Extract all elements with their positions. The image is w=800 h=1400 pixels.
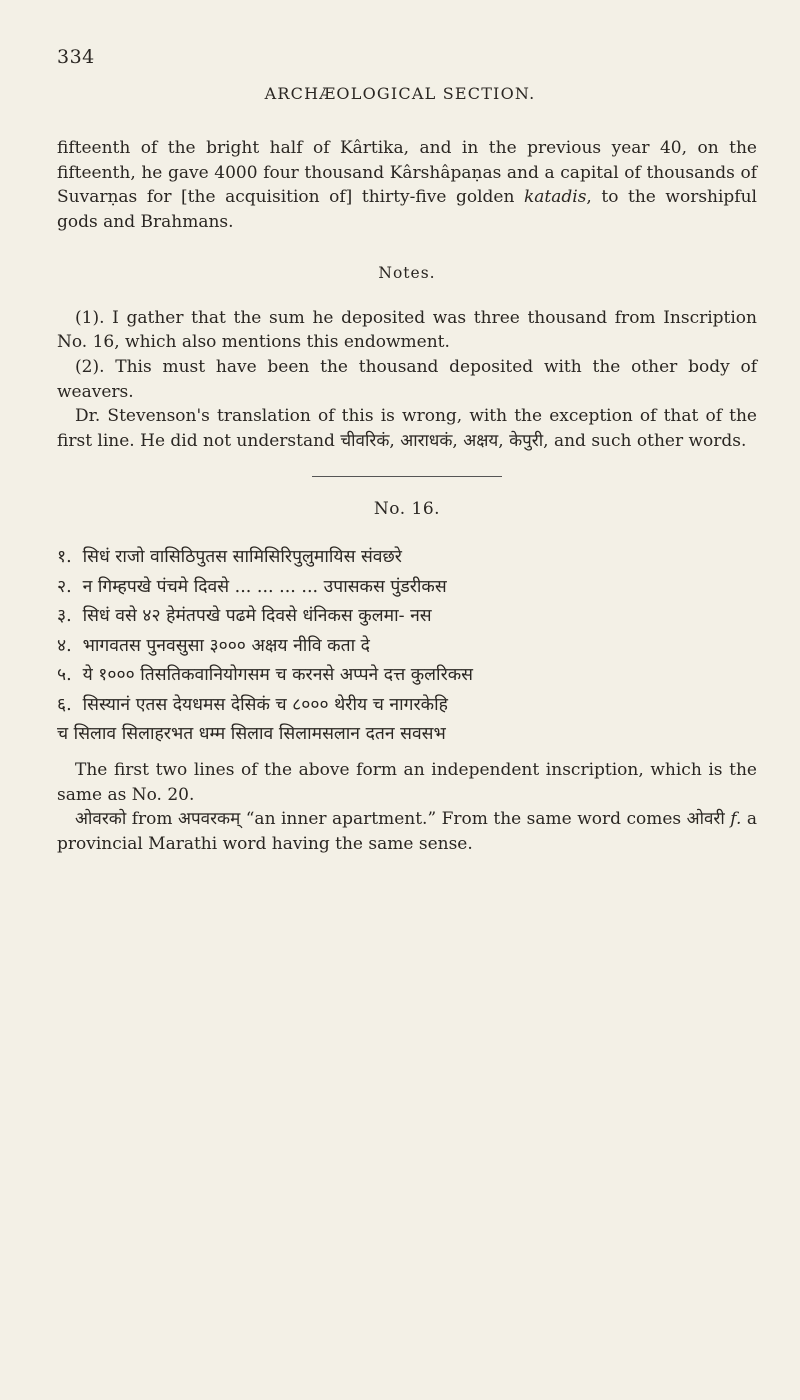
inscription-line bbox=[57, 543, 757, 573]
note-2: (2). This must have been the thousand deposited with the other body of weavers. bbox=[57, 356, 757, 402]
commentary-text: from bbox=[126, 809, 178, 830]
line-number: ३. bbox=[57, 606, 72, 627]
line-number: ६. bbox=[57, 694, 72, 715]
inscription-line bbox=[57, 602, 757, 632]
line-text: सिधं राजो वासिठिपुतस सामिसिरिपुलुमायिस संवछरे bbox=[82, 547, 402, 568]
line-text: भागवतस पुनवसुसा ३००० अक्षय नीवि कता दे bbox=[82, 635, 370, 656]
line-text: सिधं वसे ४२ हेमंतपखे पढमे दिवसे धंनिकस कुलमा- नस bbox=[82, 606, 432, 627]
notes-heading: Notes. bbox=[378, 263, 436, 282]
commentary-1: The first two lines of the above form an independent inscription, which is the same as No. 20. bbox=[57, 759, 757, 805]
gender-marker: f. bbox=[724, 809, 742, 830]
intro-term: katadis bbox=[523, 187, 587, 208]
line-text: न गिम्हपखे पंचमे दिवसे ... ... ... ... उपासकस पुंडरीकस bbox=[82, 576, 447, 597]
inscription-heading: No. 16. bbox=[373, 498, 441, 519]
section-divider bbox=[312, 476, 502, 477]
page-body bbox=[57, 136, 757, 857]
inscription-line bbox=[57, 720, 757, 750]
dev-word-2: ओवरी bbox=[686, 809, 725, 830]
line-number: ५. bbox=[57, 665, 72, 686]
commentary-2 bbox=[57, 807, 757, 856]
inscription-line bbox=[57, 632, 757, 662]
note-1: (1). I gather that the sum he deposited was three thousand from Inscription No. 16, which also mentions this endowment. bbox=[57, 307, 757, 353]
dev-word: ओवरको bbox=[75, 809, 127, 830]
intro-paragraph bbox=[57, 136, 757, 235]
commentary-text: “an inner apartment.” From the same word comes bbox=[240, 809, 687, 830]
line-text: सिस्यानं एतस देयधमस देसिकं च ८००० थेरीय च नागरकेहि bbox=[82, 694, 448, 715]
intro-text: fifteenth of the bright half of Kârtika, and in the previous year 40, on the fifteenth, he gave 4000 four thousand Kârshâpaṇas and a capital of thousands of Suvarṇas for [the acquisition of] thirty-five golden bbox=[57, 138, 757, 208]
page-number: 334 bbox=[57, 46, 95, 68]
inscription-line bbox=[57, 573, 757, 603]
line-number: २. bbox=[57, 576, 72, 597]
line-text: च सिलाव सिलाहरभत धम्म सिलाव सिलामसलान दतन सवसभ bbox=[57, 724, 446, 745]
line-number: १. bbox=[57, 547, 72, 568]
inscription-line bbox=[57, 691, 757, 721]
note-3: Dr. Stevenson's translation of this is wrong, with the exception of that of the first line. He did not understand चीवरिकं, आराधकं, अक्षय, केपुरी, and such other words. bbox=[57, 406, 757, 452]
commentary-text: a provincial Marathi word having the same sense. bbox=[57, 809, 757, 855]
line-number: ४. bbox=[57, 635, 72, 656]
running-head: ARCHÆOLOGICAL SECTION. bbox=[264, 84, 536, 103]
intro-end: , to the worshipful gods and Brahmans. bbox=[57, 187, 757, 233]
inscription-line bbox=[57, 661, 757, 691]
inscription-text bbox=[57, 543, 757, 750]
line-text: ये १००० तिसतिकवानियोगसम च करनसे अप्पने दत्त कुलरिकस bbox=[82, 665, 474, 686]
dev-source-word: अपवरकम् bbox=[177, 809, 241, 830]
